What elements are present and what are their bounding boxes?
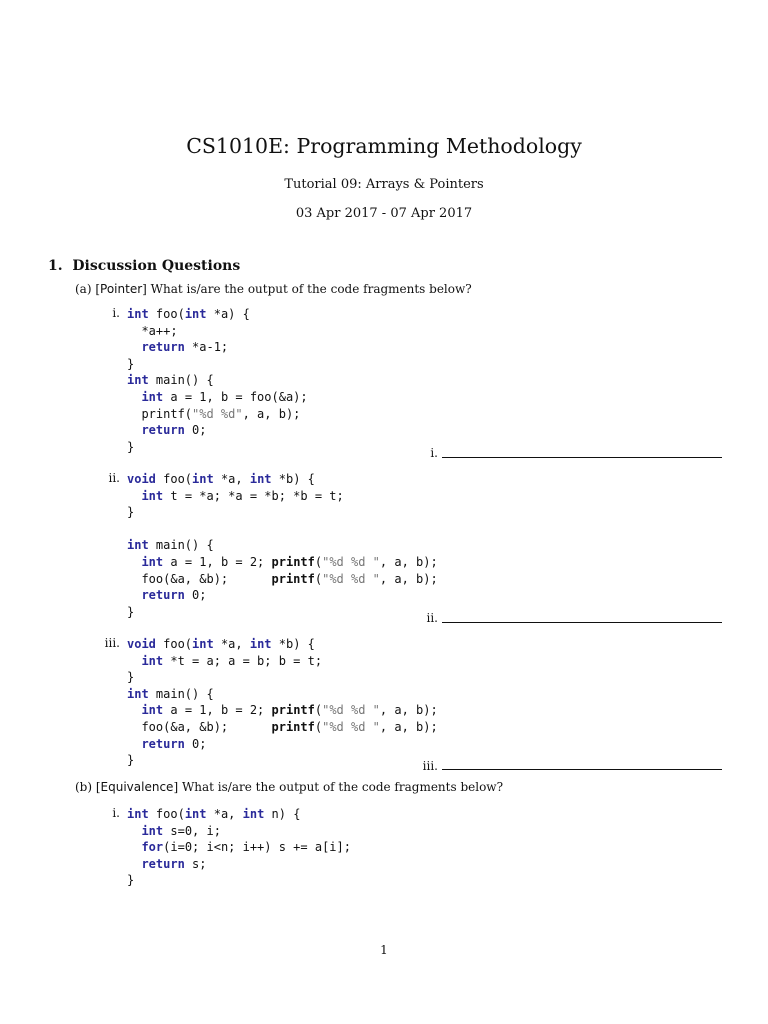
code-line	[127, 720, 438, 734]
code-text	[127, 703, 141, 717]
code-string: "%d %d"	[192, 406, 243, 421]
code-text	[127, 737, 141, 751]
code-text: (	[314, 554, 323, 569]
code-text	[127, 555, 141, 569]
code-text: *a,	[206, 807, 243, 821]
code-function: printf	[271, 703, 315, 718]
answer-label: i.	[430, 446, 438, 460]
code-line	[127, 703, 438, 717]
code-keyword: int	[141, 389, 164, 404]
code-text: (	[314, 719, 323, 734]
answer-blank-line[interactable]	[442, 622, 722, 623]
code-text: foo(	[155, 637, 193, 651]
code-text: , a, b);	[379, 703, 438, 718]
code-string: "%d %d "	[322, 554, 380, 569]
item-numeral: ii.	[108, 471, 120, 485]
tutorial-subtitle: Tutorial 09: Arrays & Pointers	[284, 177, 484, 192]
code-text: t = *a; *a = *b; *b = t;	[163, 488, 344, 503]
code-text	[127, 824, 141, 838]
code-keyword: int	[141, 653, 164, 668]
code-text	[127, 654, 141, 668]
code-line	[127, 538, 214, 552]
code-text: n) {	[264, 807, 301, 821]
code-line	[127, 737, 207, 751]
part-a-question: (a) [Pointer] What is/are the output of the code fragments below?	[75, 282, 472, 296]
code-line	[127, 357, 134, 371]
code-line	[127, 857, 207, 871]
code-text: main() {	[148, 686, 214, 701]
code-keyword: int	[127, 307, 149, 321]
code-text: a = 1, b = 2;	[163, 554, 272, 569]
code-keyword: int	[242, 807, 265, 821]
code-text: foo(&a, &b);	[127, 719, 272, 734]
code-text: *a) {	[206, 307, 250, 321]
code-text	[127, 588, 141, 602]
code-keyword: return	[141, 423, 185, 438]
code-string: "%d %d "	[322, 719, 380, 734]
code-keyword: void	[127, 637, 156, 651]
code-text: main() {	[148, 538, 214, 553]
code-line	[127, 572, 438, 586]
code-text: 0;	[184, 423, 207, 438]
code-keyword: return	[141, 340, 185, 355]
code-keyword: int	[141, 554, 164, 569]
code-line	[127, 340, 228, 354]
code-keyword: return	[141, 856, 185, 871]
part-a-text: What is/are the output of the code fragments below?	[150, 282, 472, 296]
code-function: printf	[271, 554, 315, 569]
section-heading	[48, 258, 240, 274]
code-keyword: int	[127, 538, 149, 553]
code-text: main() {	[148, 373, 214, 388]
code-text: *a-1;	[184, 340, 229, 355]
code-text: *b) {	[271, 637, 315, 651]
code-keyword: int	[141, 703, 164, 718]
code-line	[127, 687, 214, 701]
page-number: 1	[380, 943, 388, 957]
code-line	[127, 407, 300, 421]
code-text: foo(	[155, 472, 193, 486]
part-a-tag: Pointer	[100, 282, 143, 296]
code-text	[127, 489, 141, 503]
code-text: }	[127, 356, 135, 371]
code-block	[127, 306, 308, 455]
code-text: foo(	[148, 807, 185, 821]
part-b-question: (b) [Equivalence] What is/are the output of the code fragments below?	[75, 780, 503, 794]
code-text	[127, 857, 141, 871]
code-text: }	[127, 604, 135, 619]
code-keyword: return	[141, 736, 185, 751]
code-line	[127, 654, 322, 668]
document-title: CS1010E: Programming Methodology	[186, 134, 582, 158]
code-line	[127, 307, 250, 321]
code-keyword: int	[127, 373, 149, 388]
code-text: }	[127, 439, 135, 454]
part-a-label: (a)	[75, 282, 92, 296]
code-keyword: int	[184, 307, 207, 321]
code-text: (i=0; i<n; i++) s += a[i];	[163, 840, 351, 855]
code-text: a = 1, b = 2;	[163, 703, 272, 718]
code-function: printf	[271, 719, 315, 734]
code-line	[127, 670, 134, 684]
item-numeral: i.	[112, 306, 120, 320]
code-text: foo(	[148, 307, 185, 321]
item-numeral: i.	[112, 806, 120, 820]
code-text: , a, b);	[379, 719, 438, 734]
code-text: (	[314, 703, 323, 718]
code-line	[127, 505, 134, 519]
code-keyword: return	[141, 588, 185, 603]
code-line	[127, 390, 308, 404]
code-keyword: int	[141, 823, 164, 838]
answer-label: ii.	[426, 611, 438, 625]
answer-blank-line[interactable]	[442, 457, 722, 458]
code-text	[127, 340, 141, 354]
code-text: 0;	[184, 588, 207, 603]
code-text: , a, b);	[379, 554, 438, 569]
code-text: , a, b);	[242, 406, 301, 421]
code-line	[127, 588, 207, 602]
code-line	[127, 472, 315, 486]
code-keyword: int	[249, 637, 272, 651]
code-keyword: int	[184, 807, 207, 821]
date-range: 03 Apr 2017 - 07 Apr 2017	[295, 206, 473, 221]
code-keyword: int	[192, 472, 214, 486]
code-text: (	[314, 571, 323, 586]
code-text: printf(	[127, 406, 193, 421]
code-line	[127, 489, 344, 503]
code-line	[127, 373, 214, 387]
code-text	[127, 423, 141, 437]
code-text: }	[127, 753, 135, 768]
code-text: *b) {	[271, 472, 315, 486]
code-line	[127, 873, 134, 887]
section-number: 1.	[48, 258, 63, 274]
code-keyword: for	[141, 840, 164, 855]
code-text: *t = a; a = b; b = t;	[163, 653, 323, 668]
code-keyword: int	[127, 686, 149, 701]
code-text: }	[127, 670, 135, 685]
code-line	[127, 807, 300, 821]
code-line	[127, 440, 134, 454]
answer-label: iii.	[422, 759, 438, 773]
code-line	[127, 753, 134, 767]
code-text: s=0, i;	[163, 823, 221, 838]
code-text: *a++;	[127, 323, 178, 338]
code-function: printf	[271, 571, 315, 586]
code-line	[127, 555, 438, 569]
code-line	[127, 423, 207, 437]
code-block	[127, 636, 438, 769]
code-line	[127, 605, 134, 619]
part-b-tag: Equivalence	[100, 780, 174, 794]
code-text: }	[127, 873, 135, 888]
code-text: , a, b);	[379, 571, 438, 586]
code-block	[127, 806, 351, 889]
code-keyword: void	[127, 472, 156, 486]
code-line	[127, 824, 221, 838]
code-string: "%d %d "	[322, 703, 380, 718]
code-text: foo(&a, &b);	[127, 571, 272, 586]
code-text	[127, 390, 141, 404]
code-text: a = 1, b = foo(&a);	[163, 389, 308, 404]
code-text	[127, 840, 141, 854]
code-keyword: int	[127, 807, 149, 821]
code-text: 0;	[184, 736, 207, 751]
code-line	[127, 324, 178, 338]
code-block	[127, 471, 438, 620]
code-string: "%d %d "	[322, 571, 380, 586]
code-text: *a,	[213, 637, 250, 651]
code-text: }	[127, 505, 135, 520]
section-title: Discussion Questions	[72, 258, 241, 274]
code-keyword: int	[249, 472, 272, 486]
code-line	[127, 637, 315, 651]
code-keyword: int	[192, 637, 214, 651]
code-line	[127, 840, 351, 854]
code-text: s;	[184, 856, 207, 871]
code-keyword: int	[141, 488, 164, 503]
part-b-label: (b)	[75, 780, 93, 794]
answer-blank-line[interactable]	[442, 769, 722, 770]
item-numeral: iii.	[104, 636, 120, 650]
code-text: *a,	[213, 472, 250, 486]
part-b-text: What is/are the output of the code fragments below?	[181, 780, 503, 794]
